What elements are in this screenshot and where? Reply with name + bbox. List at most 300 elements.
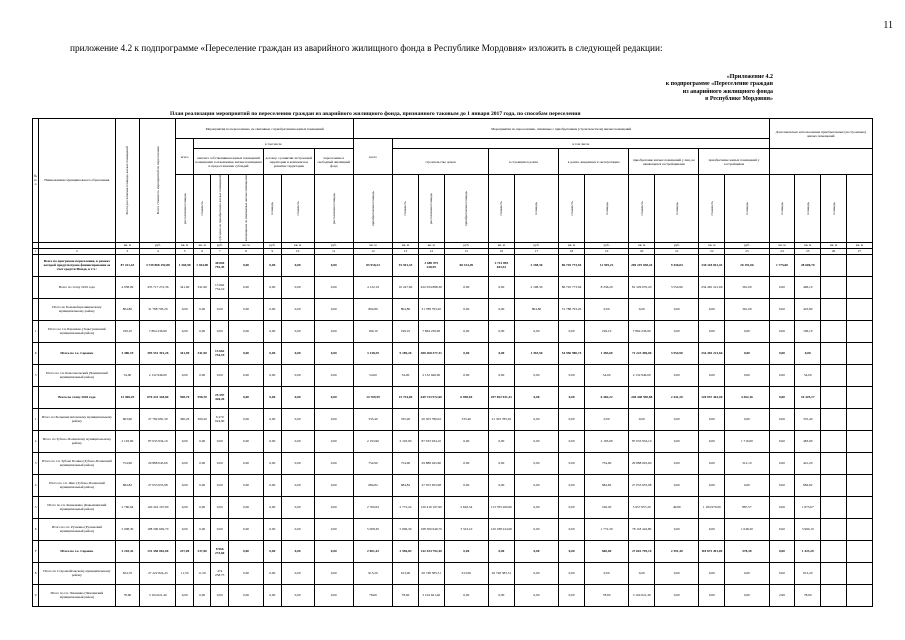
value-cell: 29 888 045,60: [629, 452, 655, 474]
row-name: Итого по г.о. Саранск: [39, 540, 115, 562]
value-cell: 0,00: [769, 496, 795, 518]
value-cell: 0,00: [769, 540, 795, 562]
value-cell: 443,80: [795, 298, 821, 320]
intro-text: приложение 4.2 к подпрограмме «Переселение граждан из аварийного жилищного фонда в Республике Мордовия» изложить в следующей редакции:: [70, 44, 663, 54]
value-cell: 2 132 946,00: [629, 364, 655, 386]
value-cell: 0,00: [193, 452, 211, 474]
value-cell: [846, 386, 872, 408]
value-cell: 0,00: [281, 320, 314, 342]
value-cell: [846, 562, 872, 584]
value-cell: 887,57: [725, 496, 769, 518]
unit-cell: кв. м: [228, 242, 263, 248]
value-cell: 0,00: [281, 408, 314, 430]
value-cell: 0,00: [514, 452, 558, 474]
value-cell: 676 431 328,80: [140, 386, 176, 408]
column-number-cell: 25: [795, 248, 821, 254]
table-header: [33, 119, 873, 255]
row-number: 9: [33, 584, 39, 606]
value-cell: 0,00: [489, 540, 515, 562]
value-cell: 0,00: [514, 386, 558, 408]
value-cell: 0,00: [444, 276, 488, 298]
value-cell: 2 193,90: [393, 430, 419, 452]
value-cell: 78,60: [795, 584, 821, 606]
value-cell: 48 804 792,45: [211, 254, 229, 276]
value-cell: 0,00: [314, 584, 353, 606]
value-cell: 0,00: [699, 320, 725, 342]
value-cell: 11 595,22: [584, 254, 628, 276]
value-cell: 0,00: [725, 474, 769, 496]
value-cell: 2 712 893 043,52: [489, 254, 515, 276]
header-b4: приобретение жилых помещений у застройщиков: [699, 149, 769, 175]
value-cell: 2 218,42: [115, 540, 140, 562]
row-number: 2: [33, 430, 39, 452]
value-cell: 78,60: [353, 584, 392, 606]
value-cell: 120 416 197,90: [140, 496, 176, 518]
value-cell: 0,00: [314, 452, 353, 474]
value-cell: 341,90: [193, 342, 211, 364]
value-cell: 21 303 785,02: [489, 408, 515, 430]
value-cell: 0,00: [228, 496, 263, 518]
value-cell: 4 132,19: [353, 276, 392, 298]
value-cell: 0,00: [489, 320, 515, 342]
value-cell: 87 221,43: [115, 254, 140, 276]
value-cell: 0,00: [228, 430, 263, 452]
value-cell: 0,00: [281, 364, 314, 386]
column-number-cell: 2: [39, 248, 115, 254]
value-cell: 2,96: [769, 584, 795, 606]
value-cell: 804,80: [115, 298, 140, 320]
value-cell: 0,00: [264, 276, 282, 298]
value-cell: 120 416 197,90: [418, 496, 444, 518]
value-cell: 2 441,20: [655, 386, 699, 408]
unit-cell: кв. м: [846, 242, 872, 248]
value-cell: 0,00: [559, 496, 585, 518]
unit-cell: кв. м: [769, 242, 795, 248]
value-cell: 0,00: [228, 320, 263, 342]
value-cell: [821, 364, 847, 386]
value-cell: 684,82: [353, 474, 392, 496]
value-cell: 0,00: [193, 364, 211, 386]
value-cell: 31 788 793,20: [140, 298, 176, 320]
value-cell: 0,00: [725, 562, 769, 584]
row-name: Итого по г.п. Комсомольский (Чамзинский муниципальный район): [39, 364, 115, 386]
column-number-cell: 7: [211, 248, 229, 254]
value-cell: 81 329 070,20: [629, 276, 655, 298]
value-cell: 7 864 236,90: [418, 320, 444, 342]
value-cell: 335,40: [393, 408, 419, 430]
value-cell: 0,00: [699, 584, 725, 606]
value-cell: 613,20: [353, 562, 392, 584]
value-cell: 496,10: [795, 276, 821, 298]
value-cell: 118 872 491,00: [699, 540, 725, 562]
value-cell: 0,00: [211, 518, 229, 540]
value-cell: 0,00: [559, 540, 585, 562]
value-cell: 3 554,90: [655, 276, 699, 298]
value-cell: [821, 342, 847, 364]
table-row: [33, 298, 873, 320]
header-n: № п/п: [33, 119, 39, 243]
value-cell: 234 481 221,66: [699, 342, 725, 364]
value-cell: 0,00: [725, 320, 769, 342]
value-cell: 2 193,90: [584, 430, 628, 452]
row-name: Итого по г.п. Рузаевка (Рузаевский муниципальный район): [39, 518, 115, 540]
value-cell: 27 053 655,98: [418, 474, 444, 496]
value-cell: 230 118 041,43: [699, 254, 725, 276]
unit-cell: кв. м: [559, 242, 585, 248]
value-cell: [821, 320, 847, 342]
value-cell: 113 783 260,90: [489, 496, 515, 518]
value-cell: [846, 540, 872, 562]
value-cell: 0,00: [264, 320, 282, 342]
unit-cell: кв. м: [176, 242, 194, 248]
value-cell: 10 325,17: [795, 386, 821, 408]
value-cell: [846, 452, 872, 474]
value-cell: 613,00: [444, 562, 488, 584]
column-number-cell: 15: [444, 248, 488, 254]
column-number-cell: 24: [769, 248, 795, 254]
appendix-heading: [513, 74, 773, 104]
value-cell: 804,80: [353, 298, 392, 320]
value-cell: 474 238,75: [211, 562, 229, 584]
value-cell: 0,00: [314, 408, 353, 430]
value-cell: 0,00: [264, 474, 282, 496]
value-cell: 27 782 681,30: [140, 408, 176, 430]
value-cell: 754,90: [353, 452, 392, 474]
value-cell: 0,00: [314, 496, 353, 518]
value-cell: [846, 364, 872, 386]
row-name: Всего по этапу 2020 года: [39, 386, 115, 408]
unit-cell: руб.: [314, 242, 353, 248]
value-cell: 5 096,30: [393, 518, 419, 540]
value-cell: [846, 276, 872, 298]
value-cell: 613,00: [393, 562, 419, 584]
value-cell: 0,00: [655, 474, 699, 496]
value-cell: 29 888 045,60: [140, 452, 176, 474]
table-row: [33, 364, 873, 386]
value-cell: 0,00: [769, 276, 795, 298]
value-cell: 2 001,42: [353, 540, 392, 562]
value-cell: 483,90: [795, 430, 821, 452]
value-cell: 0,00: [769, 430, 795, 452]
value-cell: 603,60: [115, 408, 140, 430]
row-number: 5: [33, 496, 39, 518]
value-cell: 13 662 754,19: [211, 276, 229, 298]
value-cell: 613,20: [795, 562, 821, 584]
value-cell: 3 739 868 192,88: [140, 254, 176, 276]
value-cell: 13 308,29: [115, 386, 140, 408]
value-cell: 13 662 754,19: [211, 342, 229, 364]
value-cell: 341,90: [176, 276, 194, 298]
value-cell: 20 191,06: [725, 254, 769, 276]
value-cell: 0,00: [444, 584, 488, 606]
table-row: [33, 276, 873, 298]
value-cell: [846, 408, 872, 430]
value-cell: 0,00: [264, 254, 282, 276]
header-b-incl: в том числе: [393, 139, 770, 149]
value-cell: 29 888 045,60: [418, 452, 444, 474]
value-cell: 0,00: [281, 562, 314, 584]
value-cell: 578,30: [725, 540, 769, 562]
row-number: 6: [33, 518, 39, 540]
value-cell: 0,00: [281, 540, 314, 562]
row-name: Итого по Зубово-Полянскому муниципальному району: [39, 430, 115, 452]
value-cell: 0,00: [281, 474, 314, 496]
value-cell: 54 956 980,74: [559, 342, 585, 364]
appendix-line: «Приложение 4.2: [726, 74, 773, 80]
value-cell: [846, 254, 872, 276]
value-cell: 0,00: [769, 408, 795, 430]
value-cell: 26 748 585,51: [418, 562, 444, 584]
value-cell: 11,50: [193, 562, 211, 584]
column-number-cell: 1: [33, 248, 39, 254]
column-number-cell: 10: [281, 248, 314, 254]
value-cell: 0,00: [228, 584, 263, 606]
value-cell: 0,00: [281, 496, 314, 518]
value-cell: 0,00: [228, 298, 263, 320]
value-cell: 0,00: [699, 474, 725, 496]
value-cell: 0,00: [444, 298, 488, 320]
value-cell: 0,00: [281, 452, 314, 474]
value-cell: 2 132 946,00: [140, 364, 176, 386]
value-cell: 0,00: [655, 430, 699, 452]
value-cell: 54,00: [584, 364, 628, 386]
row-name: Итого по с.п. Явас (Зубово-Полянский муниципальный район): [39, 474, 115, 496]
table-row: [33, 474, 873, 496]
value-cell: 2 198,30: [514, 254, 558, 276]
row-name: Итого по г.о. Саранск: [39, 342, 115, 364]
value-cell: 0,00: [584, 298, 628, 320]
header-total-cost: Всего стоимость мероприятий по переселению: [140, 119, 176, 243]
value-cell: [821, 408, 847, 430]
value-cell: 335,40: [795, 408, 821, 430]
value-cell: 0,00: [176, 298, 194, 320]
column-number-cell: 14: [418, 248, 444, 254]
value-cell: 0,00: [264, 518, 282, 540]
value-cell: 78,60: [584, 584, 628, 606]
value-cell: 1 873,07: [795, 496, 821, 518]
value-cell: [821, 584, 847, 606]
header-mo: Наименование муниципального образования: [39, 119, 115, 243]
value-cell: 0,00: [193, 320, 211, 342]
value-cell: 0,00: [489, 342, 515, 364]
value-cell: 297 052 931,41: [489, 386, 515, 408]
plan-title: План реализации мероприятий по переселению граждан из аварийного жилищного фонда, признанного таковым до 1 января 2017 года, по способам переселения: [170, 111, 581, 117]
value-cell: 0,00: [314, 254, 353, 276]
value-cell: 0,00: [444, 342, 488, 364]
value-cell: 2 760,64: [353, 496, 392, 518]
column-number-cell: 23: [725, 248, 769, 254]
value-cell: 2 626,54: [444, 496, 488, 518]
row-number: 3: [33, 452, 39, 474]
value-cell: 0,00: [444, 430, 488, 452]
value-cell: 27 601 795,10: [629, 540, 655, 562]
value-cell: 7 864 236,90: [629, 320, 655, 342]
value-cell: [846, 430, 872, 452]
value-cell: 0,00: [281, 342, 314, 364]
value-cell: 684,82: [115, 474, 140, 496]
value-cell: 0,00: [699, 298, 725, 320]
table-row: [33, 386, 873, 408]
unit-cell: кв. м: [393, 242, 419, 248]
page-number: 11: [883, 20, 893, 31]
value-cell: 1 184 970,00: [699, 496, 725, 518]
value-cell: 78,60: [115, 584, 140, 606]
unit-cell: кв. м: [629, 242, 655, 248]
value-cell: 26 748 585,51: [489, 562, 515, 584]
value-cell: 1 048,20: [725, 518, 769, 540]
value-cell: 0,00: [655, 452, 699, 474]
value-cell: 0,00: [193, 430, 211, 452]
value-cell: 422 034 888,36: [418, 276, 444, 298]
value-cell: 0,00: [699, 408, 725, 430]
value-cell: 199,10: [795, 320, 821, 342]
column-number-cell: 20: [629, 248, 655, 254]
value-cell: 361,00: [725, 276, 769, 298]
value-cell: 0,00: [264, 562, 282, 584]
column-number-cell: 18: [559, 248, 585, 254]
value-cell: 341,90: [193, 276, 211, 298]
value-cell: 0,00: [264, 408, 282, 430]
value-cell: 598,70: [176, 386, 194, 408]
row-number: 2: [33, 342, 39, 364]
value-cell: 754,90: [393, 452, 419, 474]
column-number-cell: 17: [514, 248, 558, 254]
header-group-a: Мероприятия по переселению, не связанные с приобретением жилых помещений: [176, 119, 354, 139]
value-cell: 0,00: [769, 386, 795, 408]
value-cell: 0,00: [228, 276, 263, 298]
value-cell: 15 734,00: [393, 386, 419, 408]
value-cell: 0,00: [514, 584, 558, 606]
value-cell: 0,00: [489, 430, 515, 452]
header-c: [769, 149, 872, 175]
value-cell: 1 304,90: [176, 254, 194, 276]
value-cell: 3 323,10: [444, 518, 488, 540]
value-cell: 28 600,70: [795, 254, 821, 276]
value-cell: 0,00: [314, 518, 353, 540]
value-cell: 0,00: [795, 342, 821, 364]
value-cell: 0,00: [444, 320, 488, 342]
table-row: [33, 430, 873, 452]
header-b2a: в строящихся домах: [489, 149, 559, 175]
value-cell: 0,00: [514, 496, 558, 518]
unit-cell: кв. м: [281, 242, 314, 248]
value-cell: 198 306 649,70: [140, 518, 176, 540]
table-row: [33, 584, 873, 606]
value-cell: 0,00: [629, 298, 655, 320]
value-cell: 0,00: [176, 320, 194, 342]
table-row: [33, 342, 873, 364]
value-cell: 78 118 424,80: [629, 518, 655, 540]
header-b2b: в домах, введенных в эксплуатацию: [559, 149, 629, 175]
value-cell: 684,82: [584, 474, 628, 496]
row-number: 3: [33, 364, 39, 386]
value-cell: 0,00: [655, 562, 699, 584]
value-cell: 435 717 272,36: [140, 276, 176, 298]
value-cell: 3 960,10: [795, 518, 821, 540]
value-cell: 5 657 957,20: [629, 496, 655, 518]
value-cell: 0,00: [281, 254, 314, 276]
column-number-cell: 11: [314, 248, 353, 254]
value-cell: 27 053 655,98: [140, 474, 176, 496]
header-b3: приобретение жилых помещений у лиц, не являющихся застройщиками: [629, 149, 699, 175]
value-cell: 0,00: [228, 562, 263, 584]
header-group-b: Мероприятия по переселению, связанные с приобретением (строительством) жилых помещений: [353, 119, 769, 139]
value-cell: [821, 276, 847, 298]
value-cell: 1 393,50: [514, 342, 558, 364]
value-cell: 87 033 934,10: [629, 430, 655, 452]
value-cell: 0,00: [314, 474, 353, 496]
unit-cell: руб.: [211, 242, 229, 248]
value-cell: 0,00: [193, 496, 211, 518]
value-cell: 0,00: [699, 562, 725, 584]
value-cell: [821, 518, 847, 540]
appendix-line: к подпрограмме «Переселение граждан: [665, 81, 773, 88]
value-cell: 0,00: [584, 562, 628, 584]
value-cell: [846, 342, 872, 364]
header-a-total: всего: [176, 139, 194, 175]
vertical-labels-row: расселяемая площадь стоимость субсидия на приобретение жилых помещений возмещение за изымаемые жилые помещения площадь стоимость расселяемая площадь приобретаемая площадь стоимость расселяемая площадь приобретаемая площадь стоимость площадь стоимость площадь стоимость площадь стоимость площадь площадь площадь площадь: [33, 175, 873, 243]
value-cell: 0,00: [314, 298, 353, 320]
value-cell: 199,10: [353, 320, 392, 342]
value-cell: 0,00: [514, 562, 558, 584]
value-cell: [846, 320, 872, 342]
row-name: Итого по г.п. Зубова Поляна (Зубово-Полянский муниципальный район): [39, 452, 115, 474]
value-cell: 2 193,90: [115, 430, 140, 452]
value-cell: 380 268 377,31: [418, 342, 444, 364]
value-cell: 0,00: [211, 320, 229, 342]
value-cell: 3 104 621,40: [629, 584, 655, 606]
value-cell: 78,60: [393, 584, 419, 606]
value-cell: 4 362,16: [725, 386, 769, 408]
value-cell: 0,00: [769, 518, 795, 540]
value-cell: 0,00: [281, 584, 314, 606]
value-cell: 49,80: [655, 496, 699, 518]
table-row: [33, 254, 873, 276]
value-cell: 25 597 426,20: [211, 386, 229, 408]
value-cell: 0,00: [228, 408, 263, 430]
value-cell: [821, 496, 847, 518]
value-cell: 0,00: [769, 320, 795, 342]
value-cell: 0,00: [228, 452, 263, 474]
table-row: [33, 408, 873, 430]
column-number-cell: 16: [489, 248, 515, 254]
value-cell: 2 132 946,00: [418, 364, 444, 386]
value-cell: 3 480,19: [115, 342, 140, 364]
header-group-c: Дополнительно использование приобретаемых (построенных) жилых помещений: [769, 119, 872, 149]
value-cell: 0,00: [211, 584, 229, 606]
row-name: Итого по г.п. Барашево (Теньгушевский муниципальный район): [39, 320, 115, 342]
value-cell: 0,00: [769, 364, 795, 386]
value-cell: 0,00: [655, 298, 699, 320]
value-cell: 0,00: [314, 276, 353, 298]
header-total-area: Всего расселяемая площадь жилых помещений: [115, 119, 140, 243]
value-cell: 0,00: [314, 562, 353, 584]
value-cell: 0,00: [228, 386, 263, 408]
value-cell: 86 745 773,94: [559, 276, 585, 298]
header-b1: строительство домов: [393, 149, 489, 175]
value-cell: 0,00: [514, 364, 558, 386]
value-cell: 0,00: [228, 540, 263, 562]
value-cell: 8 236,20: [584, 276, 628, 298]
value-cell: 0,00: [655, 584, 699, 606]
value-cell: [821, 298, 847, 320]
value-cell: 360,20: [176, 408, 194, 430]
value-cell: 0,00: [211, 430, 229, 452]
value-cell: 2 596,83: [393, 540, 419, 562]
row-name: Итого по г.п. Чамзинка (Чамзинский муниципальный район): [39, 584, 115, 606]
value-cell: 0,00: [629, 408, 655, 430]
value-cell: 0,00: [629, 562, 655, 584]
